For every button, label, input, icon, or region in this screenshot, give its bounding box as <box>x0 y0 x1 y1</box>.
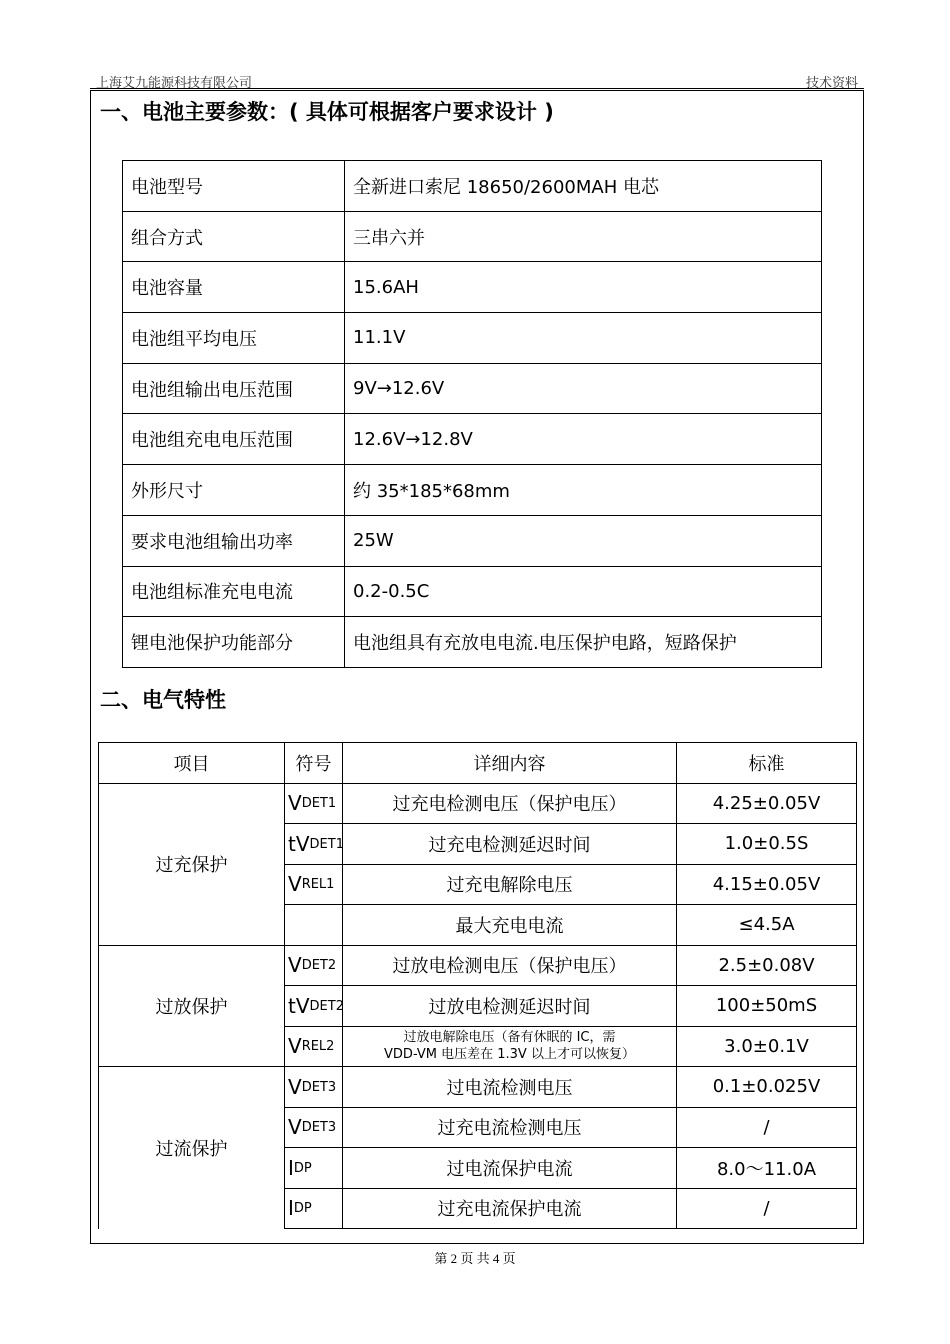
symbol-main: I <box>288 1196 294 1221</box>
column-header: 符号 <box>285 743 343 784</box>
symbol-subscript: DET2 <box>309 998 344 1014</box>
column-header: 项目 <box>99 743 285 784</box>
standard-cell: ≤4.5A <box>677 905 857 946</box>
spec-value: 25W <box>345 515 822 566</box>
section2-title: 二、电气特性 <box>100 688 226 712</box>
spec-row <box>123 515 822 566</box>
table-row <box>99 783 857 824</box>
spec-label: 要求电池组输出功率 <box>123 515 345 566</box>
symbol-cell <box>285 1107 343 1148</box>
column-header: 详细内容 <box>343 743 677 784</box>
detail-cell: 过放电检测电压（保护电压） <box>343 945 677 986</box>
symbol-cell <box>285 1067 343 1108</box>
table-row <box>99 1067 857 1108</box>
spec-value: 9V→12.6V <box>345 363 822 414</box>
spec-label: 外形尺寸 <box>123 465 345 516</box>
spec-value: 15.6AH <box>345 262 822 313</box>
detail-cell: 过充电检测电压（保护电压） <box>343 783 677 824</box>
symbol-subscript: REL1 <box>301 877 335 893</box>
symbol-subscript: DET1 <box>301 796 337 812</box>
group-name: 过充保护 <box>99 783 285 945</box>
symbol-cell <box>285 783 343 824</box>
spec-row <box>123 617 822 668</box>
header-doc-type: 技术资料 <box>805 75 858 90</box>
symbol-subscript: DET1 <box>309 836 344 852</box>
symbol-main: tV <box>288 831 310 856</box>
symbol-main: V <box>288 1074 302 1099</box>
spec-value: 全新进口索尼 18650/2600MAH 电芯 <box>345 161 822 212</box>
symbol-main: V <box>288 872 302 897</box>
detail-cell <box>343 1026 677 1067</box>
symbol-cell <box>285 905 343 946</box>
spec-label: 电池组平均电压 <box>123 313 345 364</box>
standard-cell: / <box>677 1107 857 1148</box>
standard-cell: 8.0～11.0A <box>677 1148 857 1189</box>
spec-label: 电池组充电电压范围 <box>123 414 345 465</box>
spec-row <box>123 161 822 212</box>
symbol-subscript: REL2 <box>301 1039 335 1055</box>
standard-cell: 2.5±0.08V <box>677 945 857 986</box>
header-rule <box>90 88 864 89</box>
standard-cell: 100±50mS <box>677 986 857 1027</box>
spec-value: 0.2-0.5C <box>345 566 822 617</box>
spec-row <box>123 465 822 516</box>
detail-cell: 过电流保护电流 <box>343 1148 677 1189</box>
header-company: 上海艾九能源科技有限公司 <box>96 75 253 90</box>
spec-row <box>123 566 822 617</box>
symbol-subscript: DET2 <box>301 958 337 974</box>
detail-cell: 过充电流保护电流 <box>343 1188 677 1229</box>
symbol-cell <box>285 1026 343 1067</box>
spec-row <box>123 414 822 465</box>
standard-cell: 4.25±0.05V <box>677 783 857 824</box>
spec-row <box>123 363 822 414</box>
detail-cell: 过放电检测延迟时间 <box>343 986 677 1027</box>
symbol-main: V <box>288 1115 302 1140</box>
symbol-main: V <box>288 953 302 978</box>
detail-cell: 过电流检测电压 <box>343 1067 677 1108</box>
spec-value: 三串六并 <box>345 211 822 262</box>
spec-label: 电池容量 <box>123 262 345 313</box>
group-name: 过放保护 <box>99 945 285 1067</box>
spec-row <box>123 262 822 313</box>
table-row <box>99 945 857 986</box>
spec-row <box>123 313 822 364</box>
spec-value: 电池组具有充放电电流.电压保护电路，短路保护 <box>345 617 822 668</box>
electrical-table <box>98 742 857 1229</box>
table-header-row <box>99 743 857 784</box>
symbol-subscript: DP <box>293 1160 312 1176</box>
spec-label: 电池组标准充电电流 <box>123 566 345 617</box>
standard-cell: 1.0±0.5S <box>677 824 857 865</box>
symbol-main: I <box>288 1155 294 1180</box>
group-name: 过流保护 <box>99 1067 285 1229</box>
symbol-main: V <box>288 1034 302 1059</box>
symbol-main: tV <box>288 993 310 1018</box>
detail-line: 过放电解除电压（备有休眠的 IC，需 <box>403 1029 616 1045</box>
column-header: 标准 <box>677 743 857 784</box>
detail-cell: 最大充电电流 <box>343 905 677 946</box>
symbol-cell <box>285 824 343 865</box>
detail-line: VDD-VM 电压差在 1.3V 以上才可以恢复） <box>384 1047 635 1063</box>
symbol-subscript: DP <box>293 1201 312 1217</box>
symbol-subscript: DET3 <box>301 1079 337 1095</box>
spec-label: 组合方式 <box>123 211 345 262</box>
symbol-main: V <box>288 791 302 816</box>
section1-title: 一、电池主要参数：( 具体可根据客户要求设计 ) <box>100 100 554 124</box>
standard-cell: / <box>677 1188 857 1229</box>
symbol-subscript: DET3 <box>301 1120 337 1136</box>
spec-label: 电池组输出电压范围 <box>123 363 345 414</box>
detail-cell: 过充电解除电压 <box>343 864 677 905</box>
spec-value: 11.1V <box>345 313 822 364</box>
standard-cell: 0.1±0.025V <box>677 1067 857 1108</box>
standard-cell: 4.15±0.05V <box>677 864 857 905</box>
symbol-cell <box>285 1148 343 1189</box>
symbol-cell <box>285 945 343 986</box>
spec-value: 12.6V→12.8V <box>345 414 822 465</box>
spec-label: 电池型号 <box>123 161 345 212</box>
spec-value: 约 35*185*68mm <box>345 465 822 516</box>
spec-label: 锂电池保护功能部分 <box>123 617 345 668</box>
page-number: 第 2 页 共 4 页 <box>434 1251 516 1266</box>
standard-cell: 3.0±0.1V <box>677 1026 857 1067</box>
spec-row <box>123 211 822 262</box>
detail-cell: 过充电流检测电压 <box>343 1107 677 1148</box>
detail-cell: 过充电检测延迟时间 <box>343 824 677 865</box>
symbol-cell <box>285 986 343 1027</box>
symbol-cell <box>285 864 343 905</box>
symbol-cell <box>285 1188 343 1229</box>
spec-table <box>122 160 822 668</box>
